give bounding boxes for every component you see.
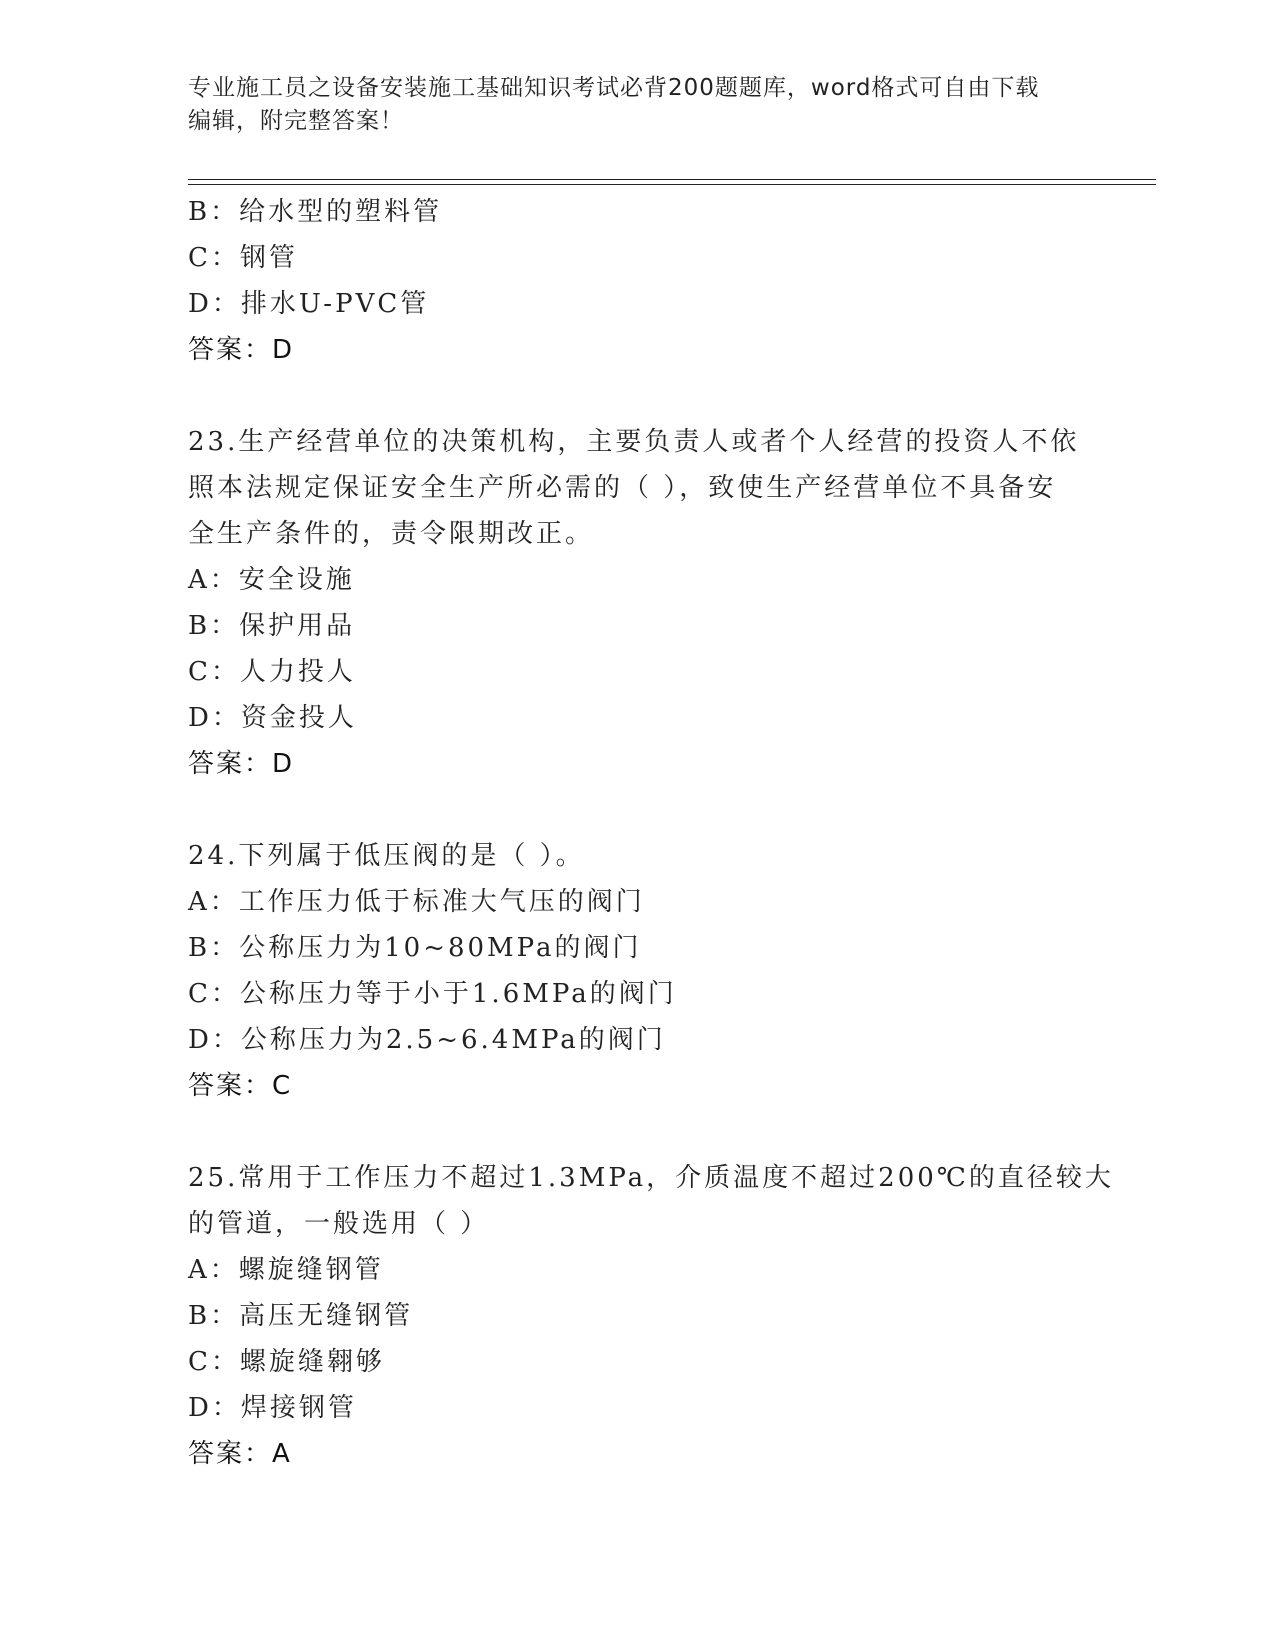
header-title-line1: 专业施工员之设备安装施工基础知识考试必背200题题库，word格式可自由下载 xyxy=(188,75,1040,101)
question-23 xyxy=(188,419,1088,787)
question-25-option-d: D：焊接钢管 xyxy=(188,1393,357,1423)
question-25-option-a: A：螺旋缝钢管 xyxy=(188,1255,384,1285)
question-24-option-d: D：公称压力为2.5~6.4MPa的阀门 xyxy=(188,1025,666,1055)
question-24-stem-line-1: 24.下列属于低压阀的是（ ）。 xyxy=(188,841,585,871)
question-23-stem-line-2: 照本法规定保证安全生产所必需的（ ），致使生产经营单位不具备安 xyxy=(188,473,1057,503)
header-title-line2: 编辑，附完整答案！ xyxy=(188,108,404,134)
question-22-option-b: B：给水型的塑料管 xyxy=(188,197,443,227)
question-23-stem-line-3: 全生产条件的，责令限期改正。 xyxy=(188,519,595,549)
question-spacer xyxy=(188,1109,1088,1155)
question-spacer xyxy=(188,787,1088,833)
question-25-stem-line-2: 的管道，一般选用（ ） xyxy=(188,1209,490,1239)
question-23-answer: 答案：D xyxy=(188,749,295,779)
question-23-option-d: D：资金投人 xyxy=(188,703,357,733)
question-23-option-b: B：保护用品 xyxy=(188,611,356,641)
question-spacer xyxy=(188,373,1088,419)
question-25-answer: 答案：A xyxy=(188,1439,292,1469)
question-25 xyxy=(188,1155,1114,1477)
question-25-stem-line-1: 25.常用于工作压力不超过1.3MPa，介质温度不超过200℃的直径较大 xyxy=(188,1163,1114,1193)
question-25-option-b: B：高压无缝钢管 xyxy=(188,1301,414,1331)
question-24-option-b: B：公称压力为10~80MPa的阀门 xyxy=(188,933,642,963)
question-24-option-a: A：工作压力低于标准大气压的阀门 xyxy=(188,887,645,917)
question-22-answer: 答案：D xyxy=(188,335,295,365)
question-23-option-c: C：人力投人 xyxy=(188,657,356,687)
header-divider-top xyxy=(188,179,1156,180)
question-22-option-c: C：钢管 xyxy=(188,243,298,273)
question-24-answer: 答案：C xyxy=(188,1071,293,1101)
question-25-option-c: C：螺旋缝翱够 xyxy=(188,1347,385,1377)
question-23-stem-line-1: 23.生产经营单位的决策机构，主要负责人或者个人经营的投资人不依 xyxy=(188,427,1080,457)
question-24-option-c: C：公称压力等于小于1.6MPa的阀门 xyxy=(188,979,677,1009)
question-list xyxy=(188,189,1114,1477)
question-22-option-d: D：排水U-PVC管 xyxy=(188,289,430,319)
header-divider-bottom xyxy=(188,184,1156,185)
question-24 xyxy=(188,833,1088,1109)
question-22 xyxy=(188,189,1088,373)
document-header xyxy=(188,72,1088,138)
question-23-option-a: A：安全设施 xyxy=(188,565,355,595)
